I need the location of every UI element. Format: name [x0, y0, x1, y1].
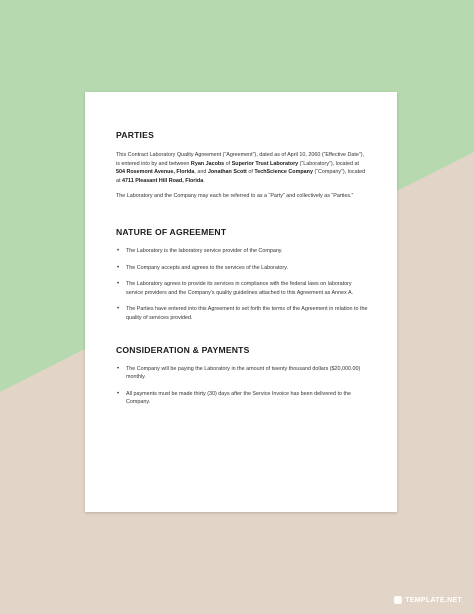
text-run: (“Laboratory”), located at [298, 160, 360, 167]
nature-heading: NATURE OF AGREEMENT [116, 226, 227, 237]
bullet-icon: • [117, 281, 120, 288]
company-name: TechScience Company [254, 169, 313, 176]
list-item-text: The Company will be paying the Laboratory in the amount of twenty thousand dollars ($20,000.00) monthly. [126, 365, 361, 381]
template-logo-icon [394, 596, 402, 604]
parties-definition: The Laboratory and the Company may each be referred to as a “Party” and collectively as “Parties.” [116, 193, 354, 200]
list-item [116, 305, 369, 322]
parties-paragraph [116, 151, 369, 185]
list-item-text: The Laboratory is the laboratory service provider of the Company. [126, 247, 283, 254]
consideration-list [116, 365, 369, 407]
list-item [116, 264, 369, 273]
text-run: , and [194, 169, 208, 176]
watermark [394, 596, 462, 604]
list-item-text: The Laboratory agrees to provide its services in compliance with the federal laws on laboratory service providers and the Company’s quality guidelines attached to this Agreement as Annex A. [126, 281, 354, 296]
document-page [85, 92, 397, 512]
list-item-text: The Parties have entered into this Agreement to set forth the terms of the Agreement in relation to the quality of services provided. [126, 306, 368, 321]
text-run: of [224, 160, 232, 167]
consideration-heading: CONSIDERATION & PAYMENTS [116, 344, 250, 355]
list-item [116, 247, 369, 256]
consideration-section [116, 345, 369, 407]
text-run: This Contract Laboratory Quality Agreement (“Agreement”), dated as of April 10, 2060 (“Effective Date”), is entered into by and between [116, 152, 364, 167]
lab-name: Superior Trust Laboratory [231, 160, 299, 167]
list-item-text: The Company accepts and agrees to the services of the Laboratory. [126, 264, 289, 271]
parties-heading: PARTIES [116, 130, 155, 140]
list-item [116, 280, 369, 297]
text-run: . [203, 177, 205, 184]
parties-section [116, 130, 369, 201]
list-item-text: All payments must be made thirty (30) days after the Service Invoice has been delivered to the Company. [126, 390, 352, 406]
list-item [116, 365, 369, 382]
bullet-icon: • [117, 247, 120, 254]
nature-section [116, 227, 369, 323]
list-item [116, 390, 369, 407]
company-address: 4711 Pleasant Hill Road, Florida [122, 177, 204, 184]
bullet-icon: • [117, 264, 120, 271]
text-run: (“Company”), located at [116, 169, 366, 184]
bullet-icon: • [117, 365, 120, 372]
watermark-text: TEMPLATE.NET [405, 596, 462, 604]
text-run: of [246, 169, 255, 176]
lab-representative: Ryan Jacobs [190, 160, 225, 167]
nature-list [116, 247, 369, 323]
bullet-icon: • [117, 390, 120, 397]
bullet-icon: • [117, 306, 120, 313]
company-representative: Jonathan Scott [207, 169, 247, 176]
lab-address: 504 Rosemont Avenue, Florida [116, 169, 195, 176]
